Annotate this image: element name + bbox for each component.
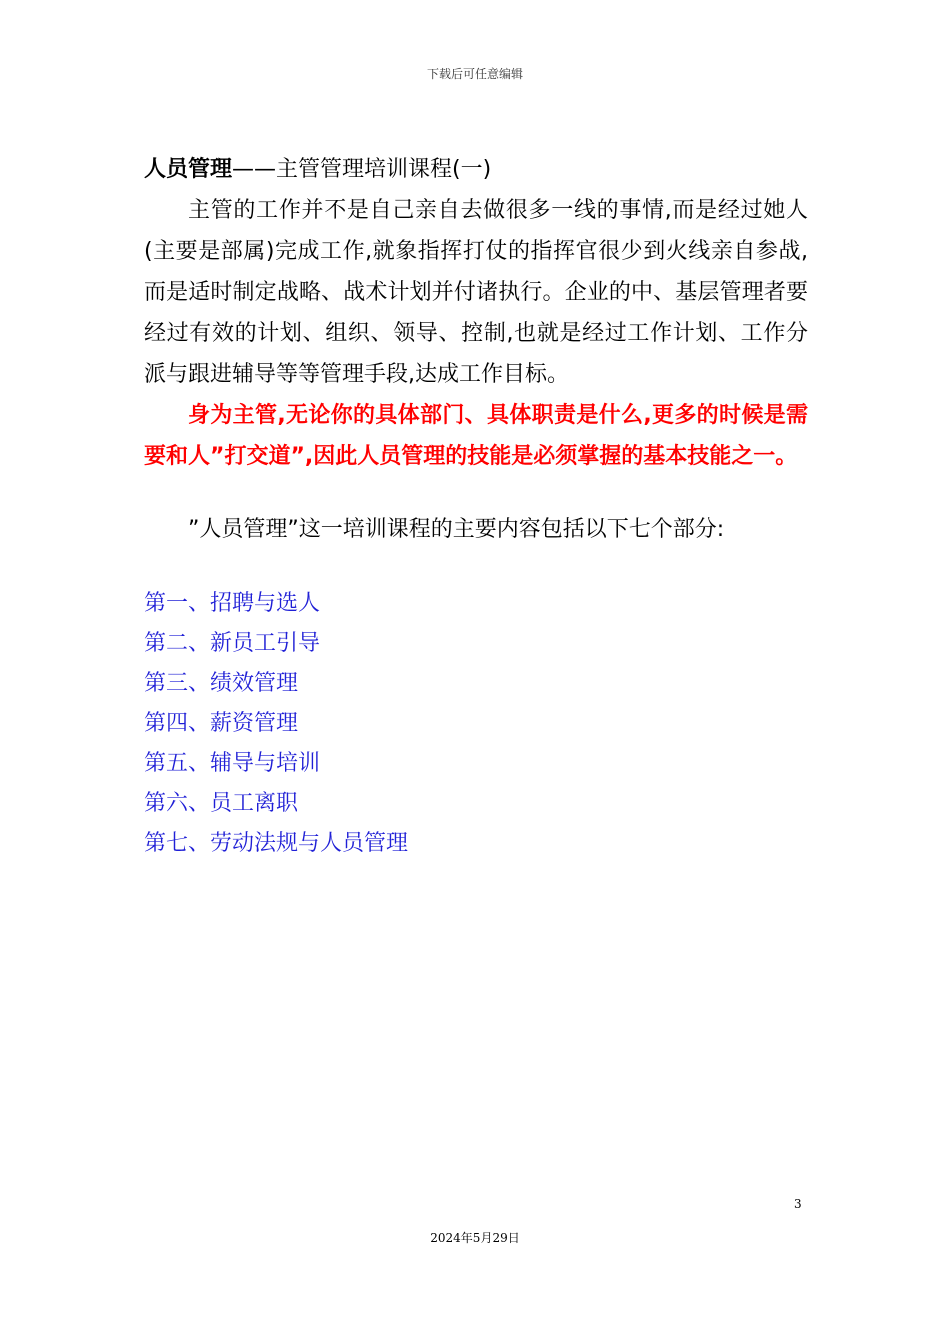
- outline-item: 第六、员工离职: [144, 791, 299, 816]
- document-title: [144, 150, 808, 190]
- document-body: [144, 150, 808, 864]
- paragraph-supervisor-role: 主管的工作并不是自己亲自去做很多一线的事情,而是经过她人(主要是部属)完成工作,就象指挥打仗的指挥官很少到火线亲自参战,而是适时制定战略、战术计划并付诸执行。企业的中、基层管理者要经过有效的计划、组织、领导、控制,也就是经过工作计划、工作分派与跟进辅导等等管理手段,达成工作目标。: [144, 198, 808, 387]
- title-rest-part: ——主管管理培训课程(一): [232, 157, 492, 182]
- course-outline-list: [144, 584, 808, 864]
- title-bold-part: 人员管理: [144, 157, 233, 182]
- paragraph-course-intro: ”人员管理”这一培训课程的主要内容包括以下七个部分:: [188, 517, 725, 542]
- outline-item: 第四、薪资管理: [144, 711, 299, 736]
- footer-date: 2024年5月29日: [430, 1231, 520, 1245]
- outline-item: 第一、招聘与选人: [144, 591, 321, 616]
- outline-item: 第七、劳动法规与人员管理: [144, 831, 409, 856]
- paragraph-emphasis: 身为主管,无论你的具体部门、具体职责是什么,更多的时候是需要和人”打交道”,因此人员管理的技能是必须掌握的基本技能之一。: [144, 403, 808, 469]
- page-header: 下载后可任意编辑: [426, 67, 523, 81]
- outline-item: 第五、辅导与培训: [144, 751, 321, 776]
- outline-item: 第三、绩效管理: [144, 671, 299, 696]
- page-number: 3: [794, 1197, 802, 1211]
- outline-item: 第二、新员工引导: [144, 631, 321, 656]
